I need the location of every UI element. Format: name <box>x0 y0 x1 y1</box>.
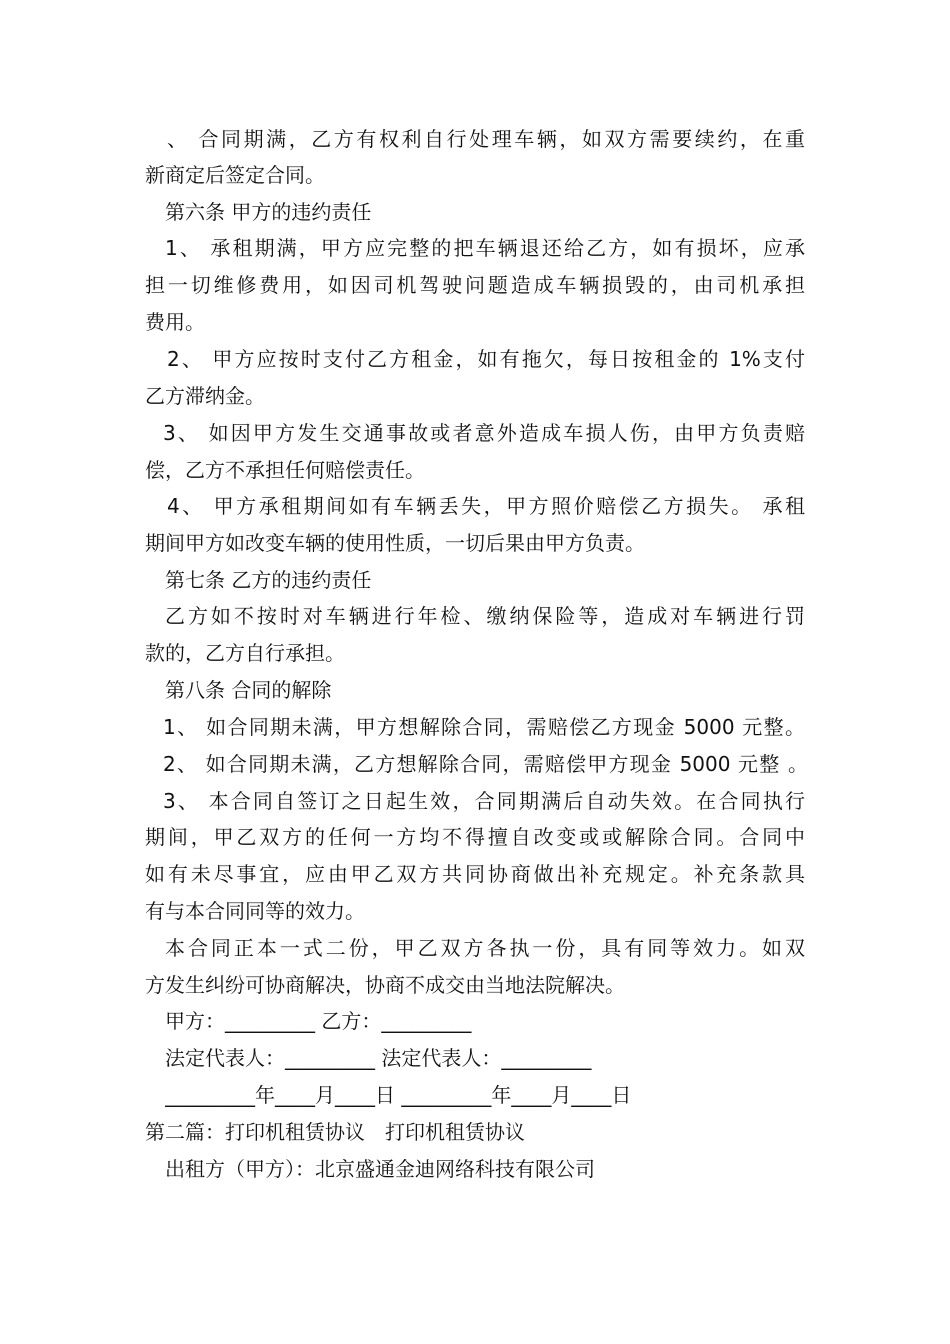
text-line: 费用。 <box>145 310 205 334</box>
text-line: 乙方如不按时对车辆进行年检、缴纳保险等，造成对车辆进行罚 <box>165 604 805 628</box>
text-line: 本合同正本一式二份，甲乙双方各执一份，具有同等效力。如双 <box>165 936 805 960</box>
text-line: 期间，甲乙双方的任何一方均不得擅自改变或或解除合同。合同中 <box>145 825 805 849</box>
section-heading: 第六条 甲方的违约责任 <box>165 200 372 224</box>
text-line: 1、 如合同期未满，甲方想解除合同，需赔偿乙方现金 5000 元整。 <box>163 715 805 739</box>
chapter-heading: 第二篇：打印机租赁协议 打印机租赁协议 <box>145 1120 525 1144</box>
signature-line: 法定代表人：_________ 法定代表人：_________ <box>165 1046 592 1070</box>
text-line: 乙方滞纳金。 <box>145 384 265 408</box>
text-line: 新商定后签定合同。 <box>145 163 325 187</box>
date-line: _________年____月____日 _________年____月____日 <box>165 1083 632 1107</box>
text-line: 如有未尽事宜，应由甲乙双方共同协商做出补充规定。补充条款具 <box>145 862 805 886</box>
section-heading: 第七条 乙方的违约责任 <box>165 568 372 592</box>
text-line: 4、 甲方承租期间如有车辆丢失，甲方照价赔偿乙方损失。 承租 <box>167 494 805 518</box>
text-line: 偿，乙方不承担任何赔偿责任。 <box>145 458 425 482</box>
text-line: 、 合同期满，乙方有权利自行处理车辆，如双方需要续约，在重 <box>167 127 805 151</box>
text-line: 款的，乙方自行承担。 <box>145 641 345 665</box>
text-line: 3、 如因甲方发生交通事故或者意外造成车损人伤，由甲方负责赔 <box>163 421 805 445</box>
section-heading: 第八条 合同的解除 <box>165 678 332 702</box>
text-line: 2、 甲方应按时支付乙方租金，如有拖欠，每日按租金的 1%支付 <box>167 347 805 371</box>
text-line: 出租方（甲方）：北京盛通金迪网络科技有限公司 <box>165 1157 595 1181</box>
text-line: 3、 本合同自签订之日起生效，合同期满后自动失效。在合同执行 <box>163 789 805 813</box>
text-line: 2、 如合同期未满，乙方想解除合同，需赔偿甲方现金 5000 元整 。 <box>163 752 808 776</box>
signature-line: 甲方：_________ 乙方：_________ <box>165 1009 472 1033</box>
text-line: 担一切维修费用，如因司机驾驶问题造成车辆损毁的，由司机承担 <box>145 273 805 297</box>
text-line: 1、 承租期满，甲方应完整的把车辆退还给乙方，如有损坏，应承 <box>165 236 805 260</box>
text-line: 期间甲方如改变车辆的使用性质，一切后果由甲方负责。 <box>145 531 645 555</box>
text-line: 有与本合同同等的效力。 <box>145 899 365 923</box>
text-line: 方发生纠纷可协商解决，协商不成交由当地法院解决。 <box>145 973 625 997</box>
